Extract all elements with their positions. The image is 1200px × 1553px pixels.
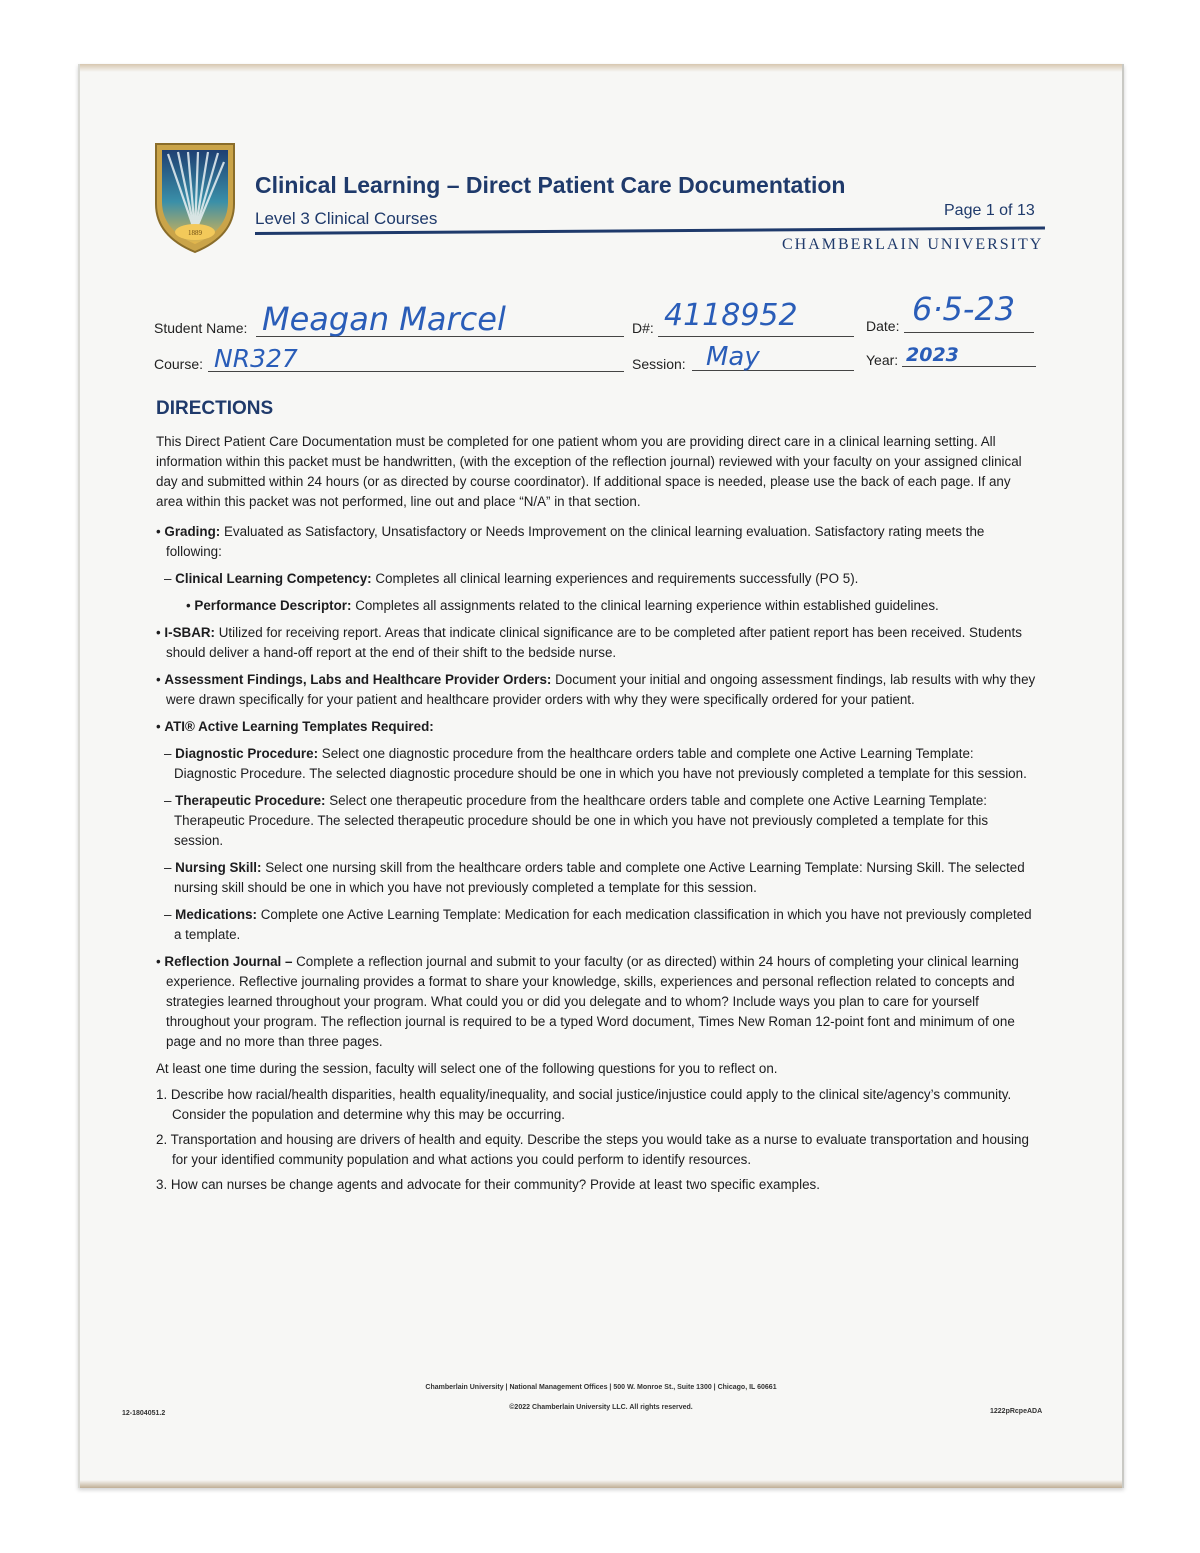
document-title: Clinical Learning – Direct Patient Care Documentation [255,172,846,198]
course-label: Course: [154,356,204,372]
assessment-item: • Assessment Findings, Labs and Healthcare Provider Orders: Document your initial and ongoing assessment findings, lab results with why they were drawn specifically for your patient and healthcare provider orders with why they were specifically ordered for your patient. [156,672,1036,707]
footer-left-code: 12-1804051.2 [122,1410,166,1417]
nursing-skill-label: Nursing Skill: [175,860,262,875]
competency-item: – Clinical Learning Competency: Completes all clinical learning experiences and requirements successfully (PO 5). [164,571,859,586]
reflection-label: Reflection Journal – [164,954,293,969]
competency-label: Clinical Learning Competency: [175,571,372,586]
performance-item: • Performance Descriptor: Completes all assignments related to the clinical learning experience within established guidelines. [186,598,939,613]
session-value: May [706,342,760,372]
footer-right-code: 1222pRcpeADA [990,1408,1043,1415]
performance-text: Completes all assignments related to the clinical learning experience within established guidelines. [355,598,939,613]
nursing-skill-item: – Nursing Skill: Select one nursing skill from the healthcare orders table and complete one Active Learning Template: Nursing Skill. The selected nursing skill should be one in which you have not previously completed a template for this session. [164,860,1025,895]
medications-text: Complete one Active Learning Template: Medication for each medication classification in which you have not previously completed a template. [174,907,1032,942]
therapeutic-item: – Therapeutic Procedure: Select one therapeutic procedure from the healthcare orders table and complete one Active Learning Template: Therapeutic Procedure. The selected therapeutic procedure should be one in which you have not previously completed a template for this session. [164,793,989,848]
year-value: 2023 [906,344,959,366]
medications-item: – Medications: Complete one Active Learning Template: Medication for each medication classification in which you have not previously completed a template. [164,907,1032,942]
directions-heading: DIRECTIONS [156,398,274,419]
directions-intro: This Direct Patient Care Documentation must be completed for one patient whom you are providing direct care in a clinical learning setting. All information within this packet must be handwritten, (with the exception of the reflection journal) reviewed with your faculty on your assigned clinical day and submitted within 24 hours (or as directed by course coordinator). If additional space is needed, please use the back of each page. If any area within this packet was not performed, line out and place “N/A” in that section. [156,434,1022,509]
question-1: 1. Describe how racial/health disparities, health equality/inequality, and social justice/injustice could apply to the clinical site/agency’s community. Consider the population and determine why this may be occurring. [156,1087,1012,1122]
reflection-text: Complete a reflection journal and submit to your faculty (or as directed) within 24 hours of completing your clinical learning experience. Reflective journaling provides a format to share your knowledge, skills, experiences and personal reflection related to concepts and strategies learned throughout your program. What could you or did you delegate and to whom? Include ways you plan to care for yourself throughout your program. The reflection journal is required to be a typed Word document, Times New Roman 12-point font and minimum of one page and no more than three pages. [166,954,1019,1049]
page-top-edge [80,64,1122,72]
date-label: Date: [866,318,900,334]
year-line [902,366,1036,367]
university-name: CHAMBERLAIN UNIVERSITY [782,236,1044,253]
directions-body [156,432,1036,1200]
performance-label: Performance Descriptor: [194,598,352,613]
diagnostic-text: Select one diagnostic procedure from the healthcare orders table and complete one Active Learning Template: Diagnostic Procedure. The selected diagnostic procedure should be one in which you have not previously completed a template for this session. [174,746,1027,781]
competency-text: Completes all clinical learning experiences and requirements successfully (PO 5). [375,571,859,586]
id-value: 4118952 [664,298,798,333]
isbar-label: I-SBAR: [164,625,216,640]
grading-item: • Grading: Evaluated as Satisfactory, Unsatisfactory or Needs Improvement on the clinical learning evaluation. Satisfactory rating meets the following: [156,524,985,559]
faculty-select-text: At least one time during the session, faculty will select one of the following questions for you to reflect on. [156,1061,778,1076]
therapeutic-label: Therapeutic Procedure: [175,793,326,808]
grading-label: Grading: [164,524,221,539]
date-value: 6·5-23 [912,290,1016,328]
document-subtitle: Level 3 Clinical Courses [255,209,438,228]
diagnostic-label: Diagnostic Procedure: [175,746,319,761]
id-line [658,336,854,337]
page-bottom-edge [80,1480,1122,1488]
date-line [904,332,1034,333]
assessment-label: Assessment Findings, Labs and Healthcare Provider Orders: [164,672,552,687]
page-number: Page 1 of 13 [944,202,1035,219]
chamberlain-shield-logo [152,140,238,256]
question-3: 3. How can nurses be change agents and advocate for their community? Provide at least two specific examples. [156,1177,820,1192]
year-label: Year: [866,352,899,368]
grading-text: Evaluated as Satisfactory, Unsatisfactory or Needs Improvement on the clinical learning evaluation. Satisfactory rating meets the following: [166,524,985,559]
ati-label: ATI® Active Learning Templates Required: [164,719,434,734]
therapeutic-text: Select one therapeutic procedure from the healthcare orders table and complete one Active Learning Template: Therapeutic Procedure. The selected therapeutic procedure should be one in which you have not previously completed a template for this session. [174,793,989,848]
session-label: Session: [632,356,686,372]
student-name-label: Student Name: [154,320,248,336]
diagnostic-item: – Diagnostic Procedure: Select one diagnostic procedure from the healthcare orders table and complete one Active Learning Template: Diagnostic Procedure. The selected diagnostic procedure should be one in which you have not previously completed a template for this session. [164,746,1027,781]
course-value: NR327 [214,344,298,373]
footer-address: Chamberlain University | National Management Offices | 500 W. Monroe St., Suite 1300 | Chicago, IL 60661 [425,1384,777,1391]
ati-item: • ATI® Active Learning Templates Required: [156,719,434,734]
footer-copyright: ©2022 Chamberlain University LLC. All rights reserved. [509,1404,693,1411]
assessment-text: Document your initial and ongoing assessment findings, lab results with why they were drawn specifically for your patient and healthcare provider orders with why they were specifically ordered for your patient. [166,672,1036,707]
document-page [78,64,1124,1488]
nursing-skill-text: Select one nursing skill from the healthcare orders table and complete one Active Learning Template: Nursing Skill. The selected nursing skill should be one in which you have not previously completed a template for this session. [174,860,1025,895]
logo-year: 1889 [188,229,202,237]
reflection-item: • Reflection Journal – Complete a reflection journal and submit to your faculty (or as directed) within 24 hours of completing your clinical learning experience. Reflective journaling provides a format to share your knowledge, skills, experiences and personal reflection related to concepts and strategies learned throughout your program. What could you or did you delegate and to whom? Include ways you plan to care for yourself throughout your program. The reflection journal is required to be a typed Word document, Times New Roman 12-point font and minimum of one page and no more than three pages. [156,954,1019,1049]
id-label: D#: [632,320,654,336]
medications-label: Medications: [175,907,258,922]
question-2: 2. Transportation and housing are drivers of health and equity. Describe the steps you would take as a nurse to evaluate transportation and housing for your identified community population and what actions you could perform to identify resources. [156,1132,1029,1167]
student-name-value: Meagan Marcel [262,300,506,338]
isbar-item: • I-SBAR: Utilized for receiving report. Areas that indicate clinical significance are to be completed after patient report has been received. Students should deliver a hand-off report at the end of their shift to the bedside nurse. [156,625,1022,660]
isbar-text: Utilized for receiving report. Areas that indicate clinical significance are to be completed after patient report has been received. Students should deliver a hand-off report at the end of their shift to the bedside nurse. [166,625,1022,660]
